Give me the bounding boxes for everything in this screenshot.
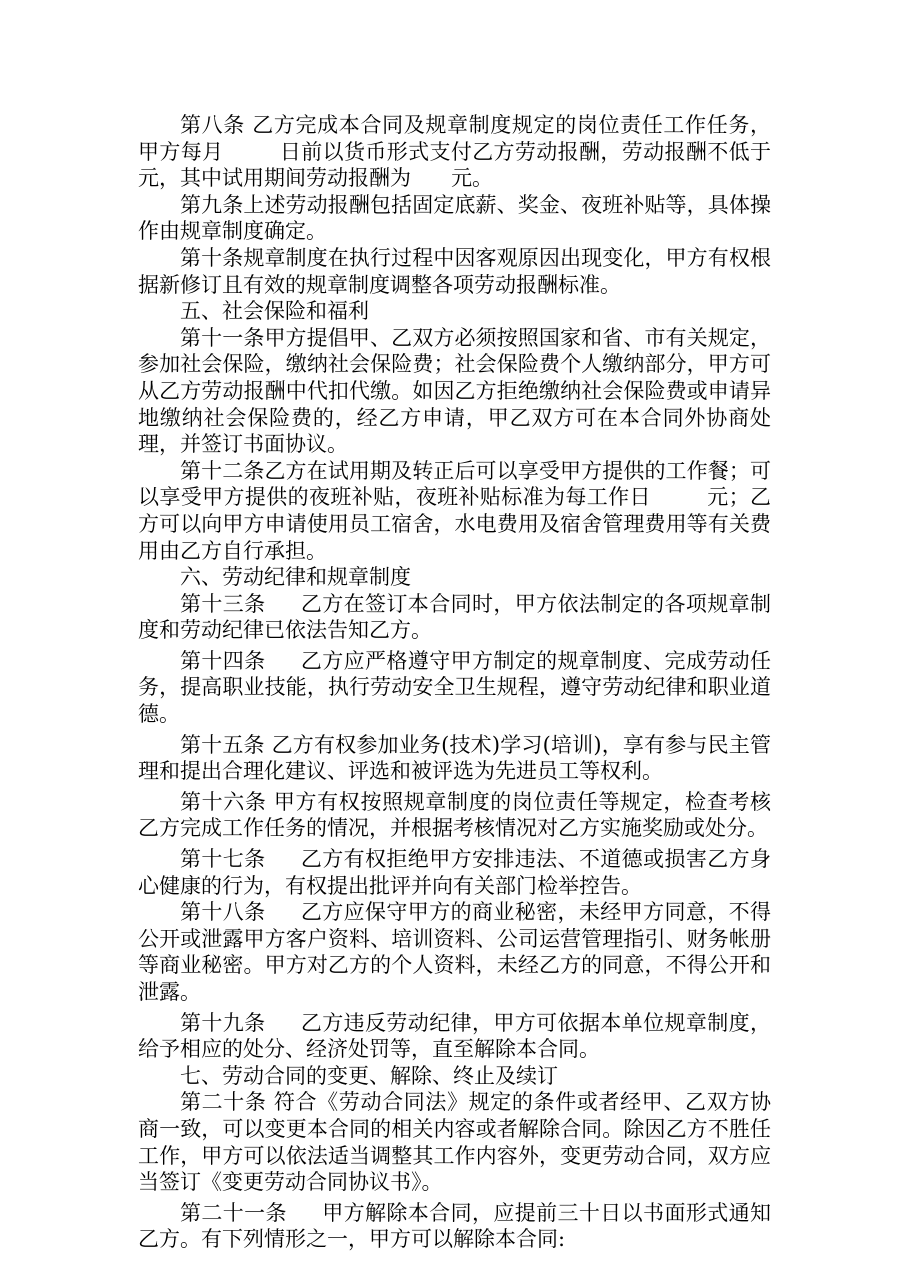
article-13-number: 第十三条 bbox=[180, 591, 266, 616]
article-16: 第十六条 甲方有权按照规章制度的岗位责任等规定，检查考核乙方完成工作任务的情况，并根据考核情况对乙方实施奖励或处分。 bbox=[138, 789, 771, 841]
section-heading-6: 六、劳动纪律和规章制度 bbox=[180, 565, 411, 590]
article-18-text: 乙方应保守甲方的商业秘密，未经甲方同意，不得公开或泄露甲方客户资料、培训资料、公司运营管理指引、财务帐册等商业秘密。甲方对乙方的个人资料，未经乙方的同意，不得公开和泄露。 bbox=[138, 900, 771, 1004]
article-21-number: 第二十一条 bbox=[180, 1200, 287, 1225]
article-14-number: 第十四条 bbox=[180, 648, 266, 673]
article-21 bbox=[138, 1200, 771, 1253]
article-17 bbox=[138, 846, 771, 899]
article-19 bbox=[138, 1010, 771, 1063]
article-19-number: 第十九条 bbox=[180, 1010, 266, 1035]
article-10: 第十条规章制度在执行过程中因客观原因出现变化，甲方有权根据新修订且有效的规章制度调整各项劳动报酬标准。 bbox=[138, 245, 771, 297]
article-9: 第九条上述劳动报酬包括固定底薪、奖金、夜班补贴等，具体操作由规章制度确定。 bbox=[138, 192, 771, 244]
article-19-text: 乙方违反劳动纪律，甲方可依据本单位规章制度，给予相应的处分、经济处罚等，直至解除本合同。 bbox=[138, 1010, 771, 1062]
article-14 bbox=[138, 648, 771, 728]
section-heading-7: 七、劳动合同的变更、解除、终止及续订 bbox=[180, 1063, 558, 1088]
article-8-part-2: 日前以货币形式支付乙方劳动报酬，劳动报酬不低于 bbox=[279, 139, 772, 164]
article-11: 第十一条甲方提倡甲、乙双方必须按照国家和省、市有关规定，参加社会保险，缴纳社会保险费；社会保险费个人缴纳部分，甲方可从乙方劳动报酬中代扣代缴。如因乙方拒绝缴纳社会保险费或申请异地缴纳社会保险费的，经乙方申请，甲乙双方可在本合同外协商处理，并签订书面协议。 bbox=[138, 325, 771, 457]
article-8-part-4: 元。 bbox=[451, 166, 494, 191]
article-8 bbox=[138, 112, 771, 192]
article-13-text: 乙方在签订本合同时，甲方依法制定的各项规章制度和劳动纪律已依法告知乙方。 bbox=[138, 591, 771, 643]
section-heading-5: 五、社会保险和福利 bbox=[180, 299, 369, 324]
article-13 bbox=[138, 591, 771, 644]
article-8-part-1: 第八条 乙方完成本合同及规章制度规定的岗位责任工作任务，甲方每月 bbox=[138, 113, 771, 164]
article-17-text: 乙方有权拒绝甲方安排违法、不道德或损害乙方身心健康的行为，有权提出批评并向有关部门检举控告。 bbox=[138, 847, 771, 898]
article-8-part-3: 元，其中试用期间劳动报酬为 bbox=[138, 166, 411, 191]
article-18-number: 第十八条 bbox=[180, 900, 266, 925]
article-15: 第十五条 乙方有权参加业务(技术)学习(培训)，享有参与民主管理和提出合理化建议、评选和被评选为先进员工等权利。 bbox=[138, 732, 771, 784]
contract-text bbox=[138, 112, 771, 1253]
article-12 bbox=[138, 458, 771, 564]
article-17-number: 第十七条 bbox=[180, 847, 266, 872]
article-21-text: 甲方解除本合同，应提前三十日以书面形式通知乙方。有下列情形之一，甲方可以解除本合同: bbox=[138, 1200, 771, 1252]
article-12-part-1: 第十二条乙方在试用期及转正后可以享受甲方提供的工作餐；可以享受甲方提供的夜班补贴，夜班补贴标准为每工作日 bbox=[138, 458, 771, 510]
article-14-text: 乙方应严格遵守甲方制定的规章制度、完成劳动任务，提高职业技能，执行劳动安全卫生规程，遵守劳动纪律和职业道德。 bbox=[138, 648, 771, 727]
article-20: 第二十条 符合《劳动合同法》规定的条件或者经甲、乙双方协商一致，可以变更本合同的相关内容或者解除合同。除因乙方不胜任工作，甲方可以依法适当调整其工作内容外，变更劳动合同，双方应当签订《变更劳动合同协议书》。 bbox=[138, 1090, 771, 1195]
article-18 bbox=[138, 899, 771, 1005]
article-12-part-2: 元；乙方可以向甲方申请使用员工宿舍，水电费用及宿舍管理费用等有关费用由乙方自行承担。 bbox=[138, 485, 772, 563]
